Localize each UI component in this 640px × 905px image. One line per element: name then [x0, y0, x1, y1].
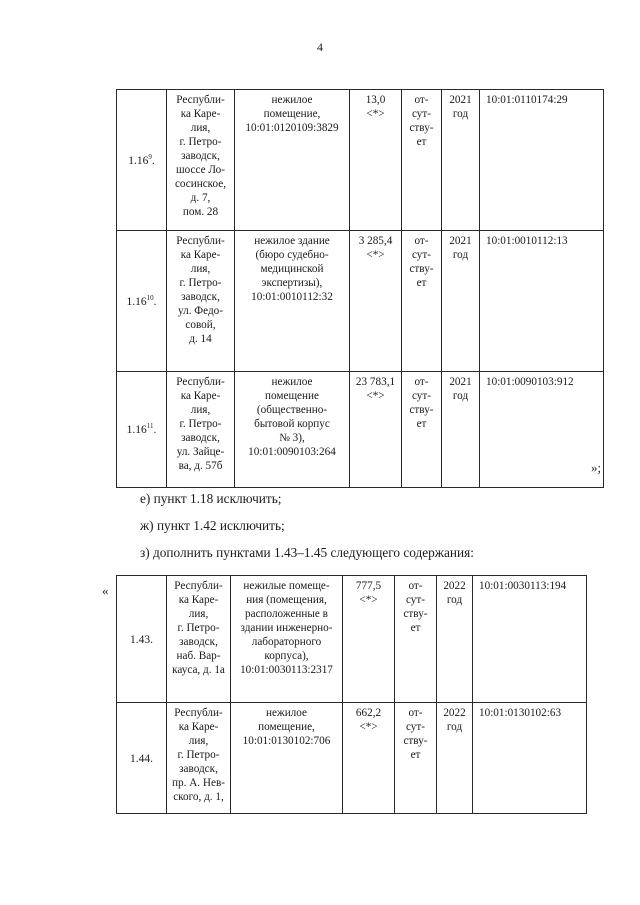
item-number-suffix: .	[153, 295, 157, 308]
address-cell: Республи- ка Каре- лия, г. Петро- заводск, наб. Вар- кауса, д. 1а	[167, 576, 231, 703]
cadastral-cell: 10:01:0130102:63	[473, 703, 587, 814]
paragraph-e: е) пункт 1.18 исключить;	[140, 491, 282, 506]
item-number-superscript: 10	[146, 293, 154, 302]
property-table-1	[116, 89, 604, 488]
item-number-base: 1.16	[128, 154, 149, 167]
year-cell: 2022 год	[437, 576, 473, 703]
closing-quote: »;	[591, 460, 602, 475]
address-cell: Республи- ка Каре- лия, г. Петро- заводск, пр. А. Нев- ского, д. 1,	[167, 703, 231, 814]
cadastral-cell: 10:01:0090103:912	[480, 372, 604, 488]
area-cell: 23 783,1 <*>	[350, 372, 402, 488]
encumbrance-cell: от- сут- ству- ет	[402, 90, 442, 231]
year-cell: 2021 год	[442, 90, 480, 231]
item-number-superscript: 9	[148, 152, 152, 161]
area-cell: 13,0 <*>	[350, 90, 402, 231]
item-number	[117, 90, 167, 231]
page-number: 4	[317, 40, 323, 54]
cadastral-cell: 10:01:0010112:13	[480, 231, 604, 372]
item-number: 1.44.	[117, 703, 167, 814]
area-cell: 3 285,4 <*>	[350, 231, 402, 372]
cadastral-cell: 10:01:0030113:194	[473, 576, 587, 703]
object-cell: нежилое помещение (общественно- бытовой корпус № 3), 10:01:0090103:264	[235, 372, 350, 488]
cadastral-cell: 10:01:0110174:29	[480, 90, 604, 231]
encumbrance-cell: от- сут- ству- ет	[402, 231, 442, 372]
object-cell: нежилое здание (бюро судебно- медицинской экспертизы), 10:01:0010112:32	[235, 231, 350, 372]
item-number-base: 1.16	[126, 424, 147, 436]
table-row	[117, 90, 604, 231]
item-number-base: 1.16	[126, 295, 147, 308]
item-number	[117, 231, 167, 372]
paragraph-z: з) дополнить пунктами 1.43–1.45 следующего содержания:	[140, 545, 474, 560]
object-cell: нежилое помещение, 10:01:0130102:706	[231, 703, 343, 814]
area-cell: 662,2 <*>	[343, 703, 395, 814]
address-cell: Республи- ка Каре- лия, г. Петро- заводск, ул. Зайце- ва, д. 57б	[167, 372, 235, 488]
year-cell: 2022 год	[437, 703, 473, 814]
paragraph-zh: ж) пункт 1.42 исключить;	[140, 518, 285, 533]
encumbrance-cell: от- сут- ству- ет	[395, 576, 437, 703]
item-number	[117, 372, 167, 488]
object-cell: нежилые помеще- ния (помещения, расположенные в здании инженерно- лабораторного корпуса), 10:01:0030113:2317	[231, 576, 343, 703]
encumbrance-cell: от- сут- ству- ет	[395, 703, 437, 814]
address-cell: Республи- ка Каре- лия, г. Петро- заводск, шоссе Ло- сосинское, д. 7, пом. 28	[167, 90, 235, 231]
item-number: 1.43.	[117, 576, 167, 703]
table-row	[117, 372, 604, 488]
table-row	[117, 576, 587, 703]
year-cell: 2021 год	[442, 231, 480, 372]
property-table-2	[116, 575, 587, 814]
encumbrance-cell: от- сут- ству- ет	[402, 372, 442, 488]
area-cell: 777,5 <*>	[343, 576, 395, 703]
table-row	[117, 231, 604, 372]
year-cell: 2021 год	[442, 372, 480, 488]
address-cell: Республи- ка Каре- лия, г. Петро- заводск, ул. Федо- совой, д. 14	[167, 231, 235, 372]
opening-quote: «	[102, 583, 109, 598]
item-number-suffix: .	[153, 424, 157, 436]
object-cell: нежилое помещение, 10:01:0120109:3829	[235, 90, 350, 231]
item-number-suffix: .	[151, 154, 155, 167]
item-number-superscript: 11	[146, 422, 154, 431]
table-row	[117, 703, 587, 814]
